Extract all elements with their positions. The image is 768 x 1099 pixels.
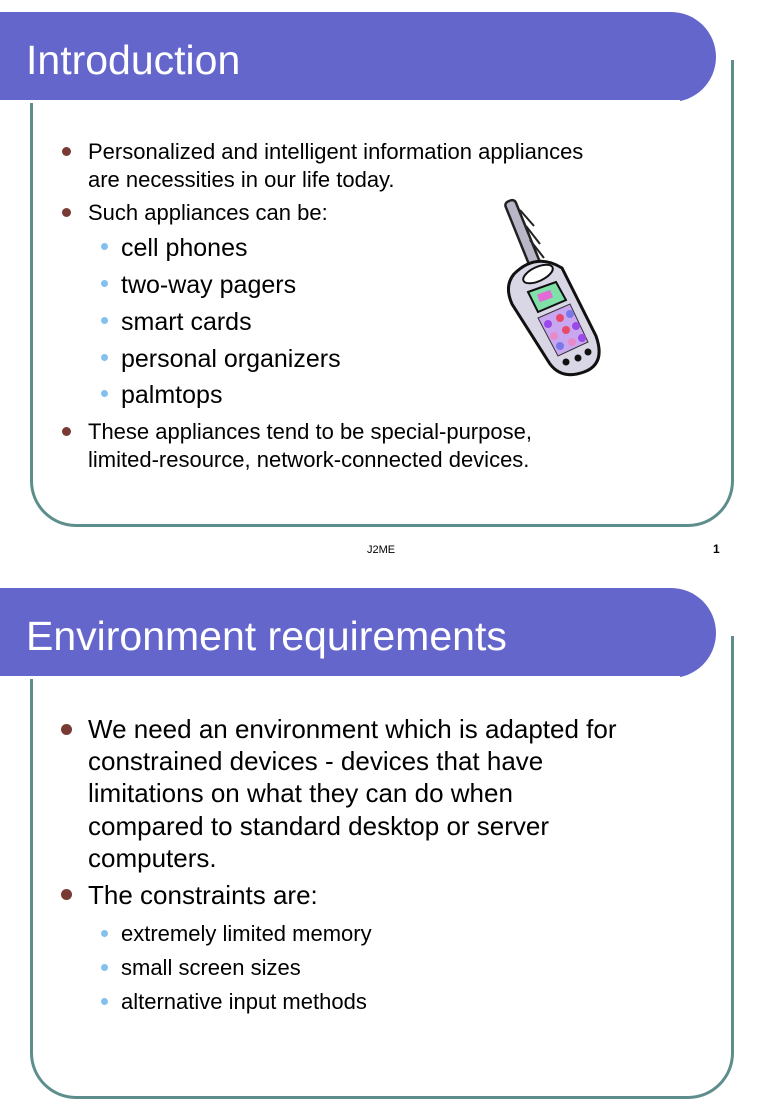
bullet-text-line: Personalized and intelligent information appliances [88,139,584,164]
title-underline [0,676,680,679]
bullet-text-line: are necessities in our life today. [88,167,395,192]
bullet-text-line: We need an environment which is adapted for [88,714,617,744]
bullet-text-line: The constraints are: [88,880,318,910]
sub-bullet-dot [101,354,108,361]
title-underline [0,100,680,103]
slide-title: Introduction [26,37,241,83]
sub-item-text: personal organizers [121,345,341,373]
sub-item-text: two-way pagers [121,271,297,299]
slide-footer: J2ME [367,544,396,556]
slide-title: Environment requirements [26,613,507,659]
bullet-text-line: limitations on what they can do when [88,778,513,808]
bullet-text-line: compared to standard desktop or server [88,811,550,841]
bullet-text-line: limited-resource, network-connected devices. [88,447,530,472]
bullet-dot [62,427,71,436]
bullet-dot [61,724,72,735]
sub-bullet-dot [101,243,108,250]
sub-bullet-dot [101,930,108,937]
sub-bullet-dot [101,280,108,287]
bullet-text-line: constrained devices - devices that have [88,746,544,776]
sub-bullet-dot [101,964,108,971]
cell-phone-icon [500,196,610,378]
sub-item-text: extremely limited memory [121,921,372,946]
sub-item-text: smart cards [121,308,252,336]
bullet-dot [62,147,71,156]
slide-2 [0,576,768,1024]
sub-item-text: cell phones [121,234,248,262]
sub-bullet-dot [101,998,108,1005]
page-number: 1 [713,542,720,556]
bullet-text-line: These appliances tend to be special-purpose, [88,419,532,444]
bullet-dot [61,889,72,900]
sub-bullet-dot [101,317,108,324]
bullet-dot [62,208,71,217]
sub-item-text: alternative input methods [121,989,367,1014]
sub-bullet-dot [101,390,108,397]
bullet-text-line: Such appliances can be: [88,200,328,225]
bullet-text-line: computers. [88,843,217,873]
sub-item-text: small screen sizes [121,955,301,980]
sub-item-text: palmtops [121,381,223,409]
